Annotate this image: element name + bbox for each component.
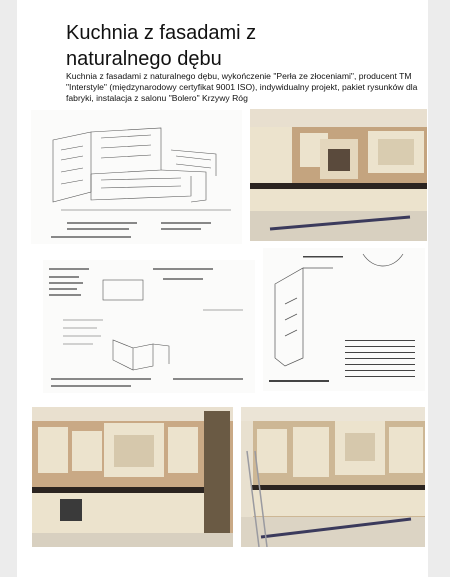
drawing-profile-svg <box>263 248 425 391</box>
photo-hood-svg <box>250 109 427 241</box>
drawing-detail-svg <box>43 260 255 393</box>
kitchen-drawing-detail[interactable] <box>43 260 255 393</box>
kitchen-drawing-perspective[interactable] <box>31 110 242 244</box>
page <box>17 0 428 577</box>
photo-left-svg <box>32 407 233 547</box>
kitchen-drawing-profile[interactable] <box>263 248 425 391</box>
page-title: Kuchnia z fasadami z naturalnego dębu <box>66 22 257 70</box>
kitchen-photo-left[interactable] <box>32 407 233 547</box>
drawing-perspective-svg <box>31 110 242 244</box>
article-description: Kuchnia z fasadami z naturalnego dębu, wykończenie "Perła ze złoceniami", producent TM "Interstyle" (międzynarodowy certyfikat 9001 ISO), indywidualny projekt, pakiet rysunków dla fabryki, instalacja z salonu "Bolero" Krzywy Róg <box>66 71 418 103</box>
kitchen-photo-hood[interactable] <box>250 109 427 241</box>
kitchen-photo-installation[interactable] <box>241 407 425 547</box>
photo-installation-svg <box>241 407 425 547</box>
